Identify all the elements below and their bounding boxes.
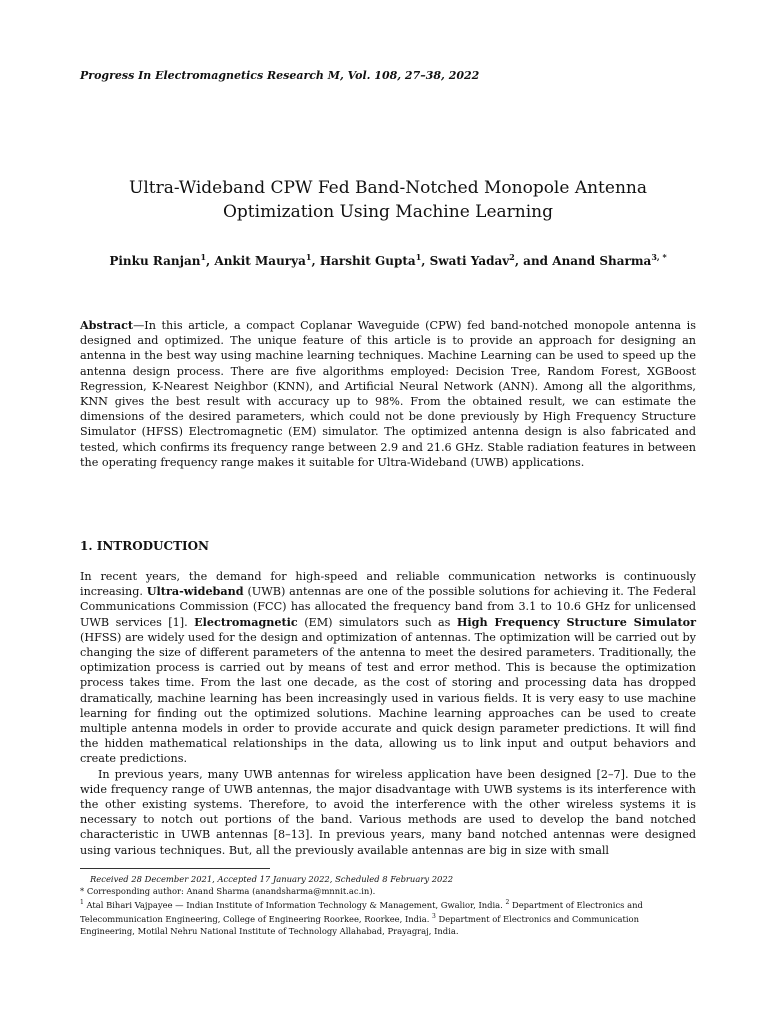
author-affiliation: 2 bbox=[509, 252, 515, 262]
author: Harshit Gupta bbox=[319, 254, 416, 268]
title-line-2: Optimization Using Machine Learning bbox=[222, 202, 553, 222]
title-line-1: Ultra-Wideband CPW Fed Band-Notched Monopole Antenna bbox=[129, 178, 647, 198]
intro-bold-term: Ultra-wideband bbox=[146, 584, 244, 599]
author-separator: , bbox=[206, 254, 215, 268]
author-list bbox=[80, 252, 696, 268]
received-dates: Received 28 December 2021, Accepted 17 January 2022, Scheduled 8 February 2022 bbox=[90, 874, 454, 884]
intro-text: (EM) simulators such as bbox=[297, 615, 457, 629]
abstract-label: Abstract bbox=[80, 318, 134, 332]
author: Pinku Ranjan bbox=[109, 254, 201, 268]
intro-text: (HFSS) are widely used for the design and optimization of antennas. The optimization will be carried out by changing the size of different parameters of the antenna to meet the desired parameters. Traditionally, the optimization process is carried out by means of test and error method. This is because the optimization process takes time. From the last one decade, as the cost of storing and processing data has dropped dramatically, machine learning has been increasingly used in various fields. It is very easy to use machine learning for finding out the optimized solutions. Machine learning approaches can be used to create multiple antenna models in order to provide accurate and quick design parameter predictions. It will find the hidden mathematical relationships in the data, allowing us to link input and output behaviors and create predictions. bbox=[80, 630, 696, 766]
footnotes bbox=[80, 873, 696, 937]
author: Ankit Maurya bbox=[214, 254, 306, 268]
affiliation-text: Department of Electronics and Telecommunication Engineering, College of Engineering Roorkee, Roorkee, India. bbox=[80, 899, 643, 924]
intro-bold-term: High Frequency Structure Simulator bbox=[456, 614, 696, 629]
affiliations bbox=[80, 897, 696, 937]
affiliation-marker: 3 bbox=[432, 912, 436, 920]
author: Anand Sharma bbox=[552, 254, 652, 268]
affiliation-text: Department of Electronics and Communication Engineering, Motilal Nehru National Institute of Technology Allahabad, Prayagraj, India. bbox=[80, 913, 639, 936]
affiliation-marker: 1 bbox=[80, 899, 84, 906]
intro-text: (UWB) antennas are one of the possible solutions for achieving it. The Federal Communications Commission (FCC) has allocated the frequency band from 3.1 to 10.6 GHz for unlicensed UWB services [1]. bbox=[80, 585, 696, 629]
intro-paragraph-1 bbox=[80, 569, 696, 767]
journal-citation: Progress In Electromagnetics Research M, Vol. 108, 27–38, 2022 bbox=[80, 69, 480, 82]
author: Swati Yadav bbox=[429, 254, 510, 268]
corresponding-author: * Corresponding author: Anand Sharma (anandsharma@mnnit.ac.in). bbox=[80, 886, 376, 896]
intro-bold-term: Electromagnetic bbox=[194, 614, 298, 629]
author-affiliation: 3, * bbox=[651, 252, 667, 262]
paper-title bbox=[80, 176, 696, 224]
author-affiliation: 1 bbox=[415, 252, 422, 262]
author-affiliation: 1 bbox=[200, 252, 207, 262]
introduction-body bbox=[80, 569, 696, 858]
footnote-rule bbox=[80, 868, 270, 869]
author-separator: , bbox=[421, 254, 430, 268]
section-heading: 1. INTRODUCTION bbox=[80, 539, 210, 553]
author-separator: , and bbox=[514, 254, 553, 268]
abstract-text: —In this article, a compact Coplanar Waveguide (CPW) fed band-notched monopole antenna is designed and optimized. The unique feature of this article is to provide an approach for designing an antenna in the best way using machine learning techniques. Machine Learning can be used to speed up the antenna design process. There are five algorithms employed: Decision Tree, Random Forest, XGBoost Regression, K-Nearest Neighbor (KNN), and Artificial Neural Network (ANN). Among all the algorithms, KNN gives the best result with accuracy up to 98%. From the obtained result, we can estimate the dimensions of the desired parameters, which could not be done previously by High Frequency Structure Simulator (HFSS) Electromagnetic (EM) simulator. The optimized antenna design is also fabricated and tested, which confirms its frequency range between 2.9 and 21.6 GHz. Stable radiation features in between the operating frequency range makes it suitable for Ultra-Wideband (UWB) applications. bbox=[80, 319, 696, 469]
intro-text: In recent years, the demand for high-speed and reliable communication networks is continuously increasing. bbox=[80, 570, 696, 599]
affiliation-text: Atal Bihari Vajpayee — Indian Institute of Information Technology & Management, Gwalior, India. bbox=[83, 899, 506, 910]
author-separator: , bbox=[311, 254, 320, 268]
affiliation-marker: 2 bbox=[505, 899, 510, 906]
abstract bbox=[80, 318, 696, 470]
intro-paragraph-2: In previous years, many UWB antennas for wireless application have been designed [2–7]. Due to the wide frequency range of UWB antennas, the major disadvantage with UWB systems is its interference with the other existing systems. Therefore, to avoid the interference with the other wireless systems it is necessary to notch out portions of the band. Various methods are used to develop the band notched characteristic in UWB antennas [8–13]. In previous years, many band notched antennas were designed using various techniques. But, all the previously available antennas are big in size with small bbox=[80, 767, 696, 857]
author-affiliation: 1 bbox=[305, 252, 312, 262]
